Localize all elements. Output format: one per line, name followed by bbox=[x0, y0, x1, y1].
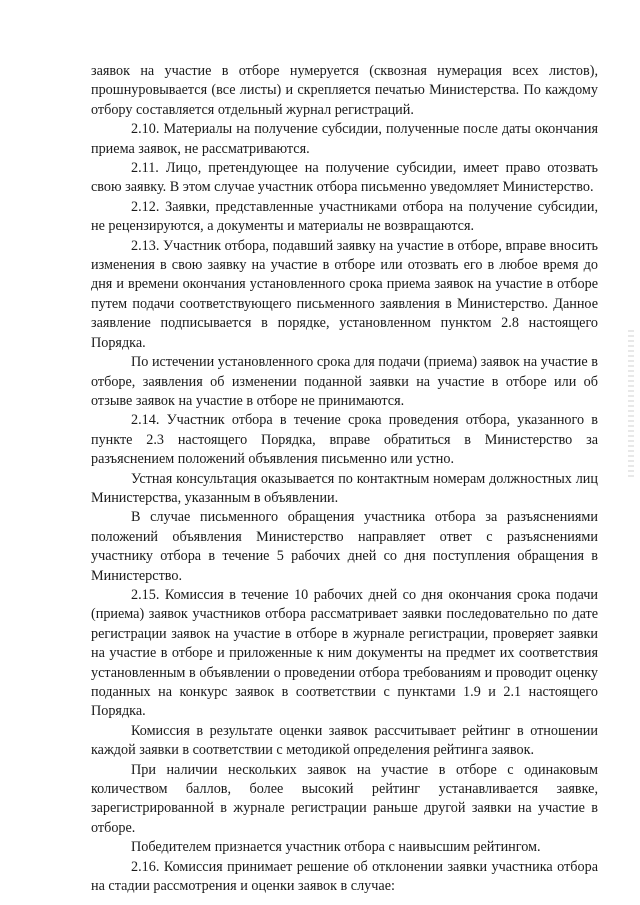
paragraph-2-14: 2.14. Участник отбора в течение срока проведения отбора, указанного в пункте 2.3 настоящего Порядка, вправе обратиться в Министерство за разъяснением положений объявления письменно или устно. bbox=[91, 412, 598, 468]
paragraph-2-12: 2.12. Заявки, представленные участниками отбора на получение субсидии, не рецензируются, а документы и материалы не возвращаются. bbox=[91, 198, 598, 235]
paragraph-2-11: 2.11. Лицо, претендующее на получение субсидии, имеет право отозвать свою заявку. В этом случае участник отбора письменно уведомляет Министерство. bbox=[91, 160, 598, 196]
paragraph-2-15: 2.15. Комиссия в течение 10 рабочих дней со дня окончания срока подачи (приема) заявок участников отбора рассматривает заявки последовательно по дате регистрации заявок на участие в отборе в журнале регистрации, проверяет заявки на участие в отборе и приложенные к ним документы на предмет их соответствия установленным в объявлении о проведении отбора требованиям и проводит оценку поданных на конкурс заявок в соответствии с пунктами 1.9 и 2.1 настоящего Порядка. bbox=[91, 586, 598, 720]
paragraph-2-13: 2.13. Участник отбора, подавший заявку на участие в отборе, вправе вносить изменения в свою заявку на участие в отборе или отозвать его в любое время до дня и времени окончания установленного срока приема заявок на участие в отборе путем подачи соответствующего письменного заявления в Министерство. Данное заявление подписывается в порядке, установленном пунктом 2.8 настоящего Порядка. bbox=[91, 237, 598, 351]
paragraph-2-10: 2.10. Материалы на получение субсидии, полученные после даты окончания приема заявок, не рассматриваются. bbox=[91, 121, 598, 157]
document-page bbox=[91, 62, 598, 896]
paragraph-2-16: 2.16. Комиссия принимает решение об отклонении заявки участника отбора на стадии рассмотрения и оценки заявок в случае: bbox=[91, 858, 598, 895]
paragraph-oral-consultation: Устная консультация оказывается по контактным номерам должностных лиц Министерства, указанным в объявлении. bbox=[91, 470, 598, 506]
paragraph-rating: Комиссия в результате оценки заявок рассчитывает рейтинг в отношении каждой заявки в соответствии с методикой определения рейтинга заявок. bbox=[91, 722, 598, 759]
paragraph-deadline-note: По истечении установленного срока для подачи (приема) заявок на участие в отборе, заявления об изменении поданной заявки на участие в отборе или об отзыве заявок на участие в отборе не принимаются. bbox=[91, 354, 598, 409]
paragraph-equal-scores: При наличии нескольких заявок на участие в отборе с одинаковым количеством баллов, более высокий рейтинг устанавливается заявке, зарегистрированной в журнале регистрации раньше другой заявки на участие в отборе. bbox=[91, 761, 598, 836]
paragraph-winner: Победителем признается участник отбора с наивысшим рейтингом. bbox=[131, 839, 541, 856]
paragraph-written-request: В случае письменного обращения участника отбора за разъяснениями положений объявления Министерство направляет ответ с разъяснениями участнику отбора в течение 5 рабочих дней со дня поступления обращения в Министерство. bbox=[91, 509, 598, 584]
scan-margin-mark bbox=[628, 330, 634, 480]
paragraph-continuation: заявок на участие в отборе нумеруется (сквозная нумерация всех листов), прошнуровывается (все листы) и скрепляется печатью Министерства. По каждому отбору составляется отдельный журнал регистраций. bbox=[91, 63, 598, 118]
